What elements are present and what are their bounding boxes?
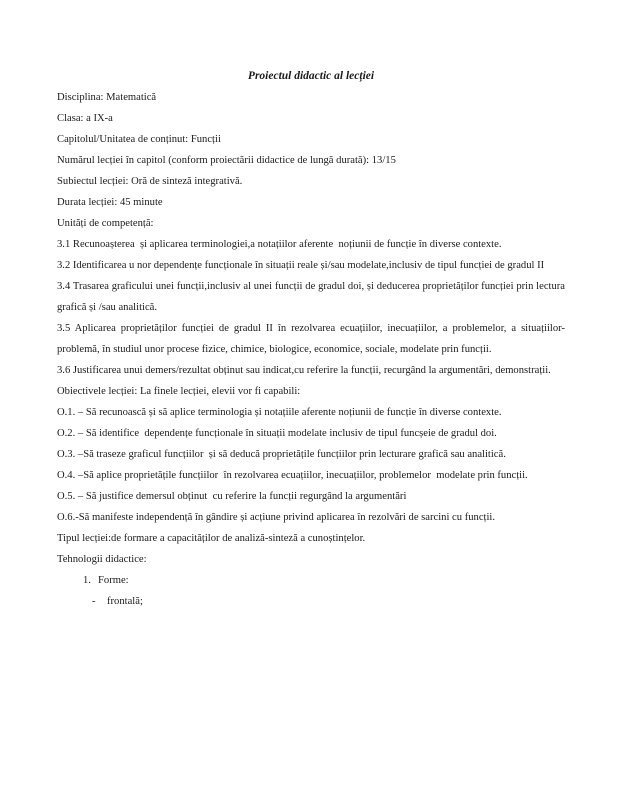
heading-unitati-de-competenta: Unități de competență: — [57, 218, 154, 229]
list-bullet-marker: - — [92, 596, 96, 607]
field-tipul-lectiei: Tipul lecției:de formare a capacităților de analiză-sinteză a cunoștințelor. — [57, 533, 366, 544]
field-subiectul: Subiectul lecției: Oră de sinteză integrativă. — [57, 176, 243, 187]
field-clasa: Clasa: a IX-a — [57, 113, 113, 124]
heading-tehnologii-didactice: Tehnologii didactice: — [57, 554, 147, 565]
list-item-forme — [57, 570, 565, 591]
field-disciplina: Disciplina: Matematică — [57, 92, 157, 103]
heading-obiectivele-lectiei: Obiectivele lecției: La finele lecției, elevii vor fi capabili: — [57, 386, 301, 397]
objective-o1: O.1. – Să recunoască și să aplice terminologia și notațiile aferente noțiunii de funcție în diverse contexte. — [57, 407, 502, 418]
field-durata: Durata lecției: 45 minute — [57, 197, 163, 208]
page-title: Proiectul didactic al lecției — [247, 70, 375, 82]
objective-o3: O.3. –Să traseze graficul funcțiilor și să deducă proprietățile funcțiilor prin lecturare grafică sau analitică. — [57, 449, 506, 460]
list-bullet-label: frontală; — [107, 596, 143, 607]
competency-3-6: 3.6 Justificarea unui demers/rezultat obținut sau indicat,cu referire la funcții, recurgând la argumentări, demonstrații. — [57, 365, 551, 376]
objective-o5: O.5. – Să justifice demersul obținut cu referire la funcții regurgând la argumentări — [57, 491, 407, 502]
competency-3-2: 3.2 Identificarea u nor dependențe funcționale în situații reale și/sau modelate,inclusiv de tipul funcției de gradul II — [57, 260, 545, 271]
field-capitolul: Capitolul/Unitatea de conținut: Funcții — [57, 134, 221, 145]
competency-3-1: 3.1 Recunoașterea și aplicarea terminologiei,a notațiilor aferente noțiunii de funcție în diverse contexte. — [57, 239, 502, 250]
objective-o6: O.6.-Să manifeste independență în gândire și acțiune privind aplicarea în rezolvări de sarcini cu funcții. — [57, 512, 496, 523]
field-numarul-lectiei: Numărul lecției în capitol (conform proiectării didactice de lungă durată): 13/15 — [57, 155, 396, 166]
objective-o2: O.2. – Să identifice dependențe funcționale în situații modelate inclusiv de tipul funcșeie de gradul doi. — [57, 428, 497, 439]
list-item-frontala — [57, 591, 565, 612]
competency-3-4: 3.4 Trasarea graficului unei funcții,inclusiv al unei funcții de gradul doi, și deducerea proprietăților funcției prin lectura grafică și /sau analitică. — [57, 281, 568, 313]
objective-o4: O.4. –Să aplice proprietățile funcțiilor în rezolvarea ecuațiilor, inecuațiilor, problemelor modelate prin funcții. — [57, 470, 528, 481]
list-number-marker: 1. — [83, 575, 91, 586]
list-number-label: Forme: — [98, 575, 129, 586]
competency-3-5: 3.5 Aplicarea proprietăților funcției de gradul II în rezolvarea ecuațiilor, inecuațiilor, a problemelor, a situațiilor-problemă, în studiul unor procese fizice, chimice, biologice, economice, sociale, modelate prin funcții. — [57, 323, 565, 355]
